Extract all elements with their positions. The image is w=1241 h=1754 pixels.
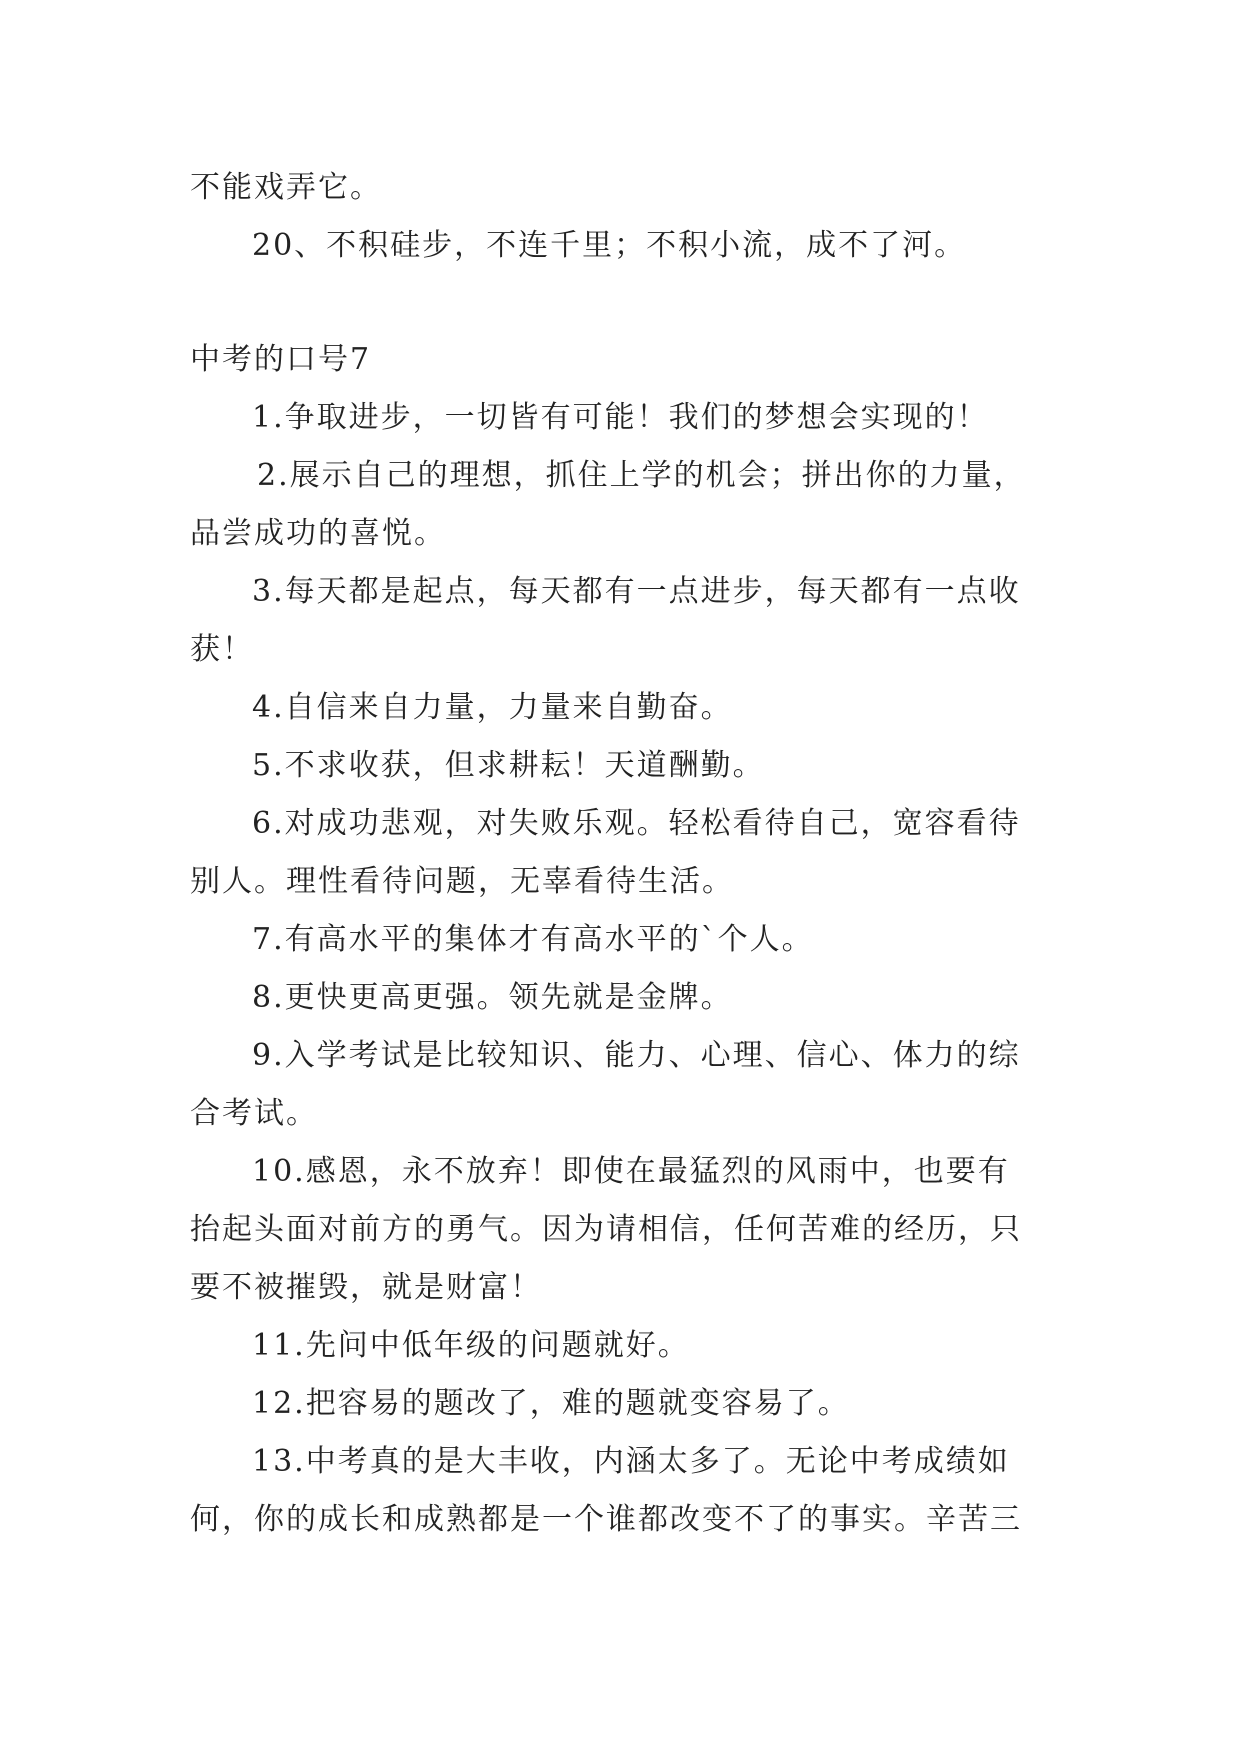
- list-item-4: 4.自信来自力量，力量来自勤奋。: [252, 690, 733, 725]
- text-line: 不能戏弄它。: [190, 170, 382, 205]
- list-item-3: 3.每天都是起点，每天都有一点进步，每天都有一点收: [252, 574, 1021, 609]
- text-line: 合考试。: [190, 1096, 318, 1131]
- list-item-12: 12.把容易的题改了，难的题就变容易了。: [252, 1386, 850, 1421]
- text-line: 何，你的成长和成熟都是一个谁都改变不了的事实。辛苦三: [190, 1502, 1022, 1537]
- list-item-6: 6.对成功悲观，对失败乐观。轻松看待自己，宽容看待: [252, 806, 1021, 841]
- list-item-8: 8.更快更高更强。领先就是金牌。: [252, 980, 733, 1015]
- list-item-10: 10.感恩，永不放弃！即使在最猛烈的风雨中，也要有: [252, 1154, 1010, 1189]
- text-line: 获！: [190, 632, 254, 667]
- list-item-5: 5.不求收获，但求耕耘！天道酬勤。: [252, 748, 765, 783]
- text-line: 别人。理性看待问题，无辜看待生活。: [190, 864, 734, 899]
- list-item-7: 7.有高水平的集体才有高水平的`个人。: [252, 922, 814, 957]
- list-item-13: 13.中考真的是大丰收，内涵太多了。无论中考成绩如: [252, 1444, 1010, 1479]
- text-line: 抬起头面对前方的勇气。因为请相信，任何苦难的经历，只: [190, 1212, 1022, 1247]
- list-item-1: 1.争取进步，一切皆有可能！我们的梦想会实现的！: [252, 400, 989, 435]
- section-heading: 中考的口号7: [190, 342, 372, 377]
- text-line: 品尝成功的喜悦。: [190, 516, 446, 551]
- list-item-2: 2.展示自己的理想，抓住上学的机会；拼出你的力量，: [257, 458, 1026, 493]
- text-line: 要不被摧毁，就是财富！: [190, 1270, 542, 1305]
- list-item-20: 20、不积硅步，不连千里；不积小流，成不了河。: [252, 228, 967, 263]
- list-item-11: 11.先问中低年级的问题就好。: [252, 1328, 690, 1363]
- list-item-9: 9.入学考试是比较知识、能力、心理、信心、体力的综: [252, 1038, 1021, 1073]
